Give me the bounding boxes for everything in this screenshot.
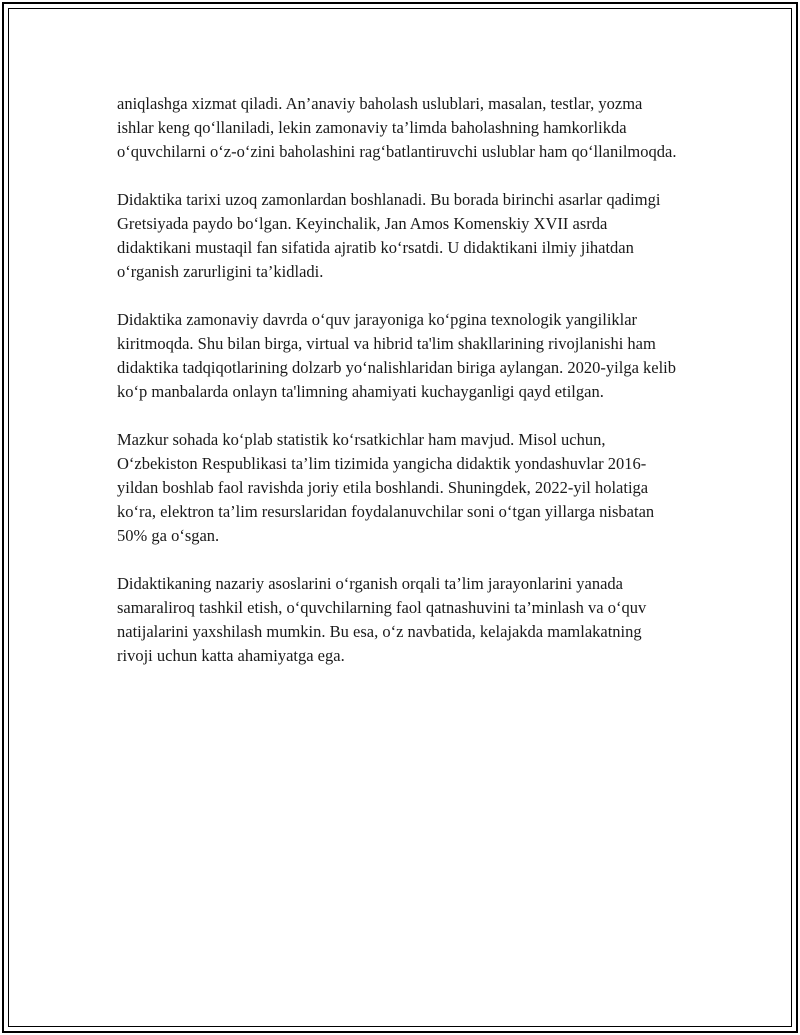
paragraph-assessment-methods: aniqlashga xizmat qiladi. An’anaviy baholash uslublari, masalan, testlar, yozma ishlar keng qo‘llaniladi, lekin zamonaviy ta’limda baholashning hamkorlikda o‘quvchilarni o‘z-o‘zini baholashini rag‘batlantiruvchi uslublar ham qo‘llanilmoqda. <box>117 94 677 161</box>
paragraph-didactics-history: Didaktika tarixi uzoq zamonlardan boshlanadi. Bu borada birinchi asarlar qadimgi Gretsiyada paydo bo‘lgan. Keyinchalik, Jan Amos Komenskiy XVII asrda didaktikani mustaqil fan sifatida ajratib ko‘rsatdi. U didaktikani ilmiy jihatdan o‘rganish zarurligini ta’kidladi. <box>117 190 661 281</box>
document-body <box>117 92 677 692</box>
paragraph-modern-technologies: Didaktika zamonaviy davrda o‘quv jarayoniga ko‘pgina texnologik yangiliklar kiritmoqda. Shu bilan birga, virtual va hibrid ta'lim shakllarining rivojlanishi ham didaktika tadqiqotlarining dolzarb yo‘nalishlaridan biriga aylangan. 2020-yilga kelib ko‘p manbalarda onlayn ta'limning ahamiyati kuchayganligi qayd etilgan. <box>117 310 677 401</box>
paragraph-statistics: Mazkur sohada ko‘plab statistik ko‘rsatkichlar ham mavjud. Misol uchun, O‘zbekiston Respublikasi ta’lim tizimida yangicha didaktik yondashuvlar 2016-yildan boshlab faol ravishda joriy etila boshlandi. Shuningdek, 2022-yil holatiga ko‘ra, elektron ta’lim resurslaridan foydalanuvchilar soni o‘tgan yillarga nisbatan 50% ga o‘sgan. <box>117 430 655 545</box>
paragraph-conclusion: Didaktikaning nazariy asoslarini o‘rganish orqali ta’lim jarayonlarini yanada samaraliroq tashkil etish, o‘quvchilarning faol qatnashuvini ta’minlash va o‘quv natijalarini yaxshilash mumkin. Bu esa, o‘z navbatida, kelajakda mamlakatning rivoji uchun katta ahamiyatga ega. <box>117 574 647 665</box>
